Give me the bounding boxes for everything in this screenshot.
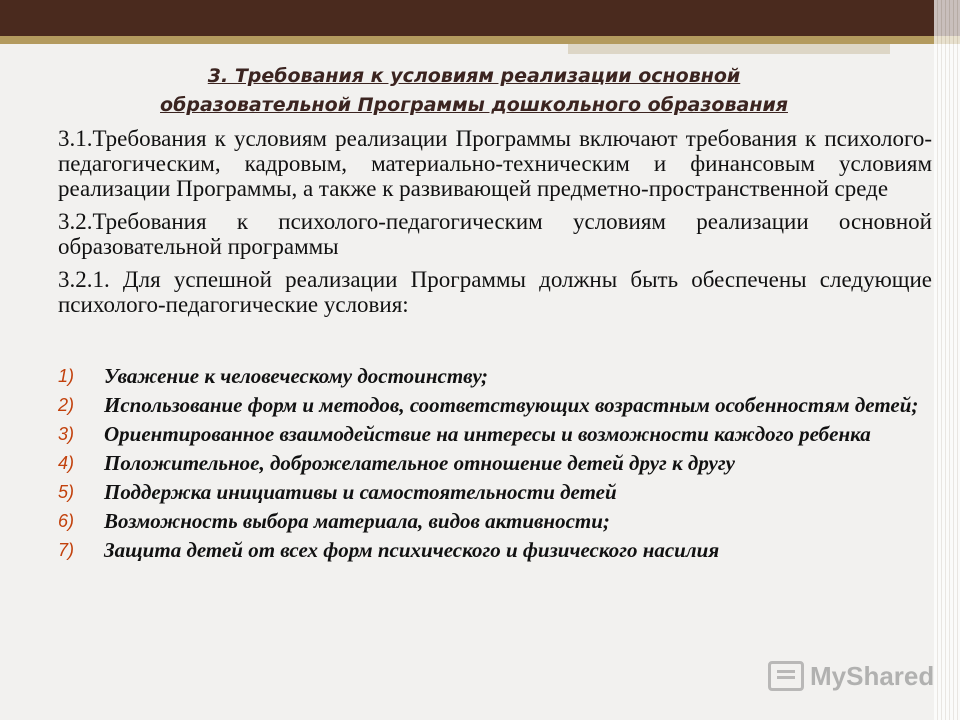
list-item-text: Использование форм и методов, соответствующих возрастным особенностям детей; — [104, 393, 919, 417]
list-item — [58, 365, 932, 388]
list-item-number: 3) — [58, 424, 75, 444]
list-item-number: 5) — [58, 482, 75, 502]
list-item — [58, 481, 932, 504]
watermark — [768, 656, 938, 696]
list-item-text: Уважение к человеческому достоинству; — [104, 364, 489, 388]
top-banner — [0, 0, 960, 36]
list-item — [58, 510, 932, 533]
list-item-text: Возможность выбора материала, видов активности; — [104, 509, 610, 533]
list-item-number: 4) — [58, 453, 75, 473]
list-item-number: 7) — [58, 540, 75, 560]
list-item-text: Поддержка инициативы и самостоятельности детей — [104, 480, 617, 504]
conditions-list — [58, 365, 932, 568]
list-item-number: 2) — [58, 395, 75, 415]
slide-title-line-1: 3. Требования к условиям реализации основной — [207, 65, 741, 87]
gold-stripe — [0, 36, 960, 44]
watermark-text: MyShared — [810, 660, 935, 691]
paragraph-3-2-1: 3.2.1. Для успешной реализации Программы должны быть обеспечены следующие психолого-педагогические условия: — [58, 267, 932, 317]
decorative-side-stripes — [934, 0, 960, 720]
list-item-text: Ориентированное взаимодействие на интересы и возможности каждого ребенка — [104, 422, 871, 446]
paragraph-3-2: 3.2.Требования к психолого-педагогическим условиям реализации основной образовательной программы — [58, 209, 932, 259]
list-item-number: 6) — [58, 511, 75, 531]
light-stripe — [568, 44, 890, 54]
list-item — [58, 452, 932, 475]
list-item-number: 1) — [58, 366, 75, 386]
paragraph-3-1: 3.1.Требования к условиям реализации Программы включают требования к психолого-педагогическим, кадровым, материально-техническим и финансовым условиям реализации Программы, а также к развивающей предметно-пространственной среде — [58, 126, 932, 201]
list-item-text: Положительное, доброжелательное отношение детей друг к другу — [104, 451, 735, 475]
list-item — [58, 423, 932, 446]
slide-title — [84, 62, 864, 120]
list-item — [58, 394, 932, 417]
list-item-text: Защита детей от всех форм психического и физического насилия — [104, 538, 720, 562]
list-item — [58, 539, 932, 562]
presentation-board-icon — [768, 661, 804, 691]
slide-title-line-2: образовательной Программы дошкольного образования — [160, 94, 788, 116]
body-paragraphs — [58, 126, 932, 325]
